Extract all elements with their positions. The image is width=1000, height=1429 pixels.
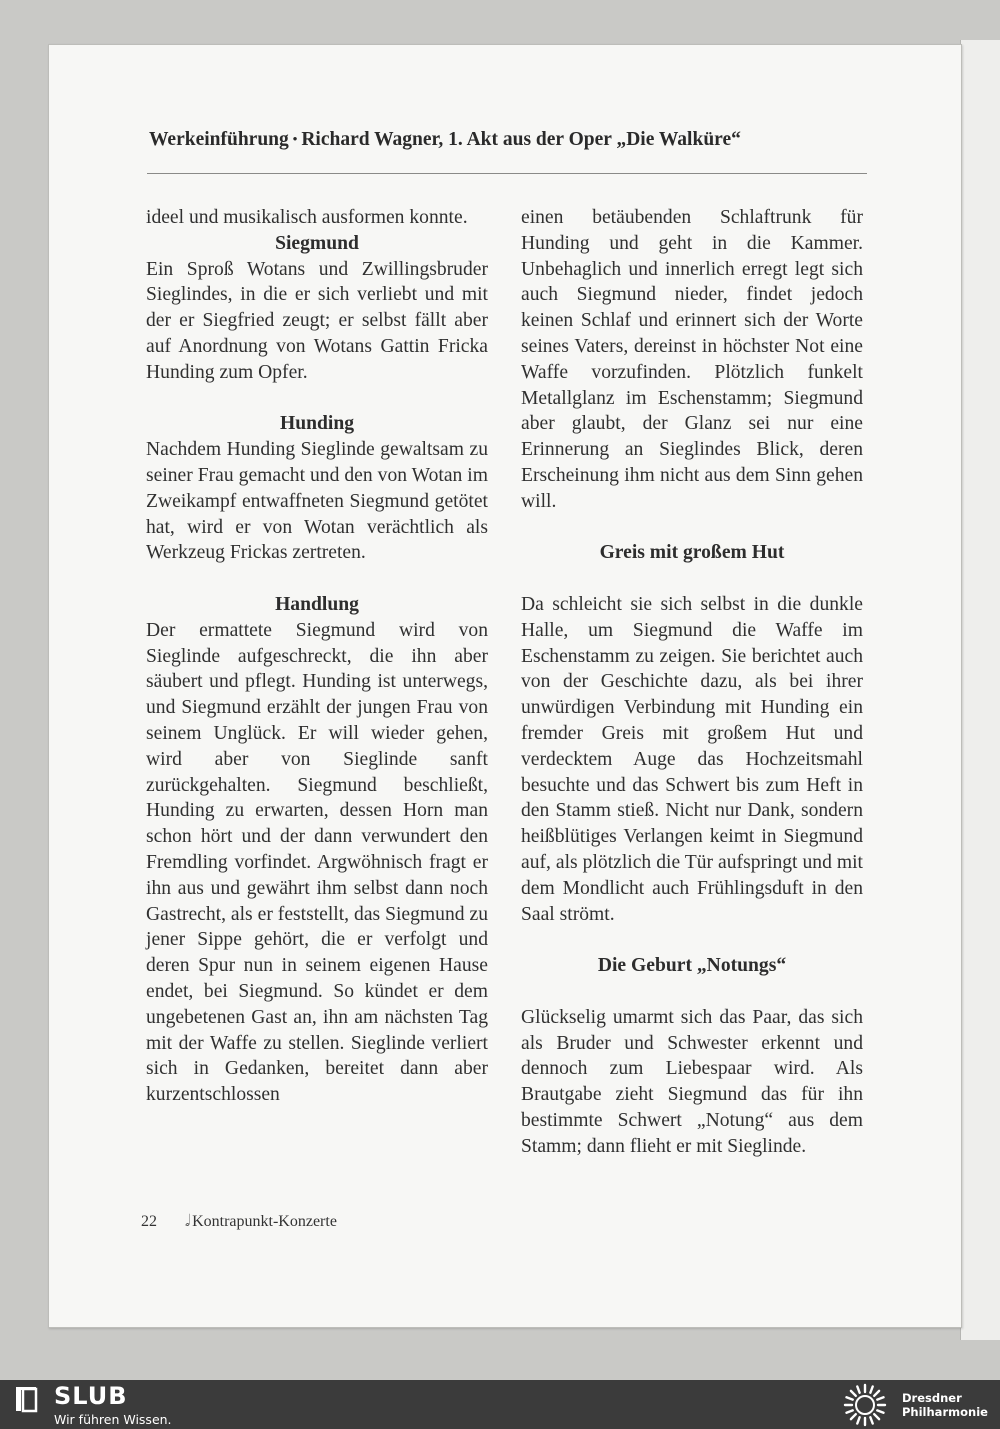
document-page [48, 44, 962, 1328]
paragraph-continuation: einen betäubenden Schlaftrunk für Hunding und geht in die Kammer. Unbehaglich und innerlich erregt legt sich auch Siegmund nieder, findet jedoch keinen Schlaf und erinnert sich der Worte seines Vaters, dereinst in höchster Not eine Waffe vorzufinden. Plötzlich funkelt Metallglanz im Eschenstamm; Siegmund aber glaubt, der Glanz sei nur eine Erinnerung an Sieglindes Blick, deren Erscheinung ihm nicht aus dem Sinn gehen will. [521, 207, 863, 512]
viewer-bottom-bar [0, 1380, 1000, 1429]
left-column [146, 205, 488, 1108]
philharmonie-sun-logo[interactable] [842, 1382, 888, 1428]
philharmonie-name-line2: Philharmonie [902, 1405, 988, 1419]
philharmonie-name-line1: Dresdner [902, 1391, 962, 1405]
spacer [146, 566, 488, 592]
spacer [521, 927, 863, 953]
intro-paragraph: ideel und musikalisch ausformen konnte. [146, 207, 468, 228]
paragraph-greis: Da schleicht sie sich selbst in die dunkle Halle, um Siegmund die Waffe im Eschenstamm zu zeigen. Sie berichtet auch von der Geschichte dazu, als bei ihrer unwürdigen Verbindung mit Hunding ein fremder Greis mit großem Hut und verdecktem Auge das Hochzeitsmahl besuchte und das Schwert bis zum Heft in den Stamm stieß. Nicht nur Dank, sondern heißblütiges Verlangen keimt in Siegmund auf, als plötzlich die Tür aufspringt und mit dem Mondlicht auch Frühlingsduft in den Saal strömt. [521, 593, 863, 925]
header-rule [147, 173, 867, 174]
spacer [521, 515, 863, 541]
heading-siegmund: Siegmund [275, 232, 359, 254]
right-column [521, 205, 863, 1159]
spacer [521, 566, 863, 592]
page-number: 22 [141, 1213, 157, 1230]
paragraph-siegmund: Ein Sproß Wotans und Zwillingsbruder Sieglindes, in die er sich verliebt und mit der er Siegfried zeugt; er selbst fällt aber auf Anordnung von Wotans Gattin Fricka Hunding zum Opfer. [146, 258, 488, 383]
music-note-icon: 𝅗𝅥 [185, 1213, 191, 1230]
spacer [146, 386, 488, 412]
next-page-edge [960, 40, 1000, 1340]
paragraph-hunding: Nachdem Hunding Sieglinde gewaltsam zu seiner Frau gemacht und den von Wotan im Zweikampf entwaffneten Siegmund getötet hat, wird er von Wotan verächtlich als Werkzeug Frickas zertreten. [146, 439, 488, 564]
slub-book-icon [14, 1385, 38, 1413]
header-title: Richard Wagner, 1. Akt aus der Oper „Die Walküre“ [301, 129, 741, 150]
slub-logo-text[interactable]: SLUB [54, 1382, 128, 1410]
heading-hunding: Hunding [279, 413, 355, 435]
heading-handlung: Handlung [275, 593, 359, 615]
slub-tagline: Wir führen Wissen. [54, 1412, 172, 1427]
running-header [149, 129, 869, 151]
paragraph-handlung: Der ermattete Siegmund wird von Sieglinde aufgeschreckt, die ihn aber säubert und pflegt. Hunding ist unterwegs, und Siegmund erzählt der jungen Frau von seinem Unglück. Er will wieder gehen, wird aber von Sieglinde sanft zurückgehalten. Siegmund beschließt, Hunding zu erwarten, dessen Horn man schon hört und der dann verwundert den Fremdling vorfindet. Argwöhnisch fragt er ihn aus und gewährt ihm selbst dann noch Gastrecht, als er feststellt, das Siegmund zu jener Sippe gehört, die er verfolgt und deren Spur nun in seinem eigenen Hause endet, bei Siegmund. So kündet er dem ungebetenen Gast an, ihn am nächsten Tag mit der Waffe zu stellen. Sieglinde verliert sich in Gedanken, bereitet dann aber kurzentschlossen [146, 619, 488, 1106]
header-separator: • [292, 131, 298, 146]
heading-geburt: Die Geburt „Notungs“ [597, 955, 787, 977]
footer-series: Kontrapunkt-Konzerte [192, 1213, 337, 1230]
header-section: Werkeinführung [149, 129, 289, 150]
spacer [521, 979, 863, 1005]
page-footer [141, 1213, 337, 1231]
heading-greis: Greis mit großem Hut [599, 542, 785, 564]
paragraph-geburt: Glückselig umarmt sich das Paar, das sich als Bruder und Schwester erkennt und dennoch zum Liebespaar wird. Als Brautgabe zieht Siegmund das für ihn bestimmte Schwert „Notung“ aus dem Stamm; dann flieht er mit Sieglinde. [521, 1006, 863, 1157]
